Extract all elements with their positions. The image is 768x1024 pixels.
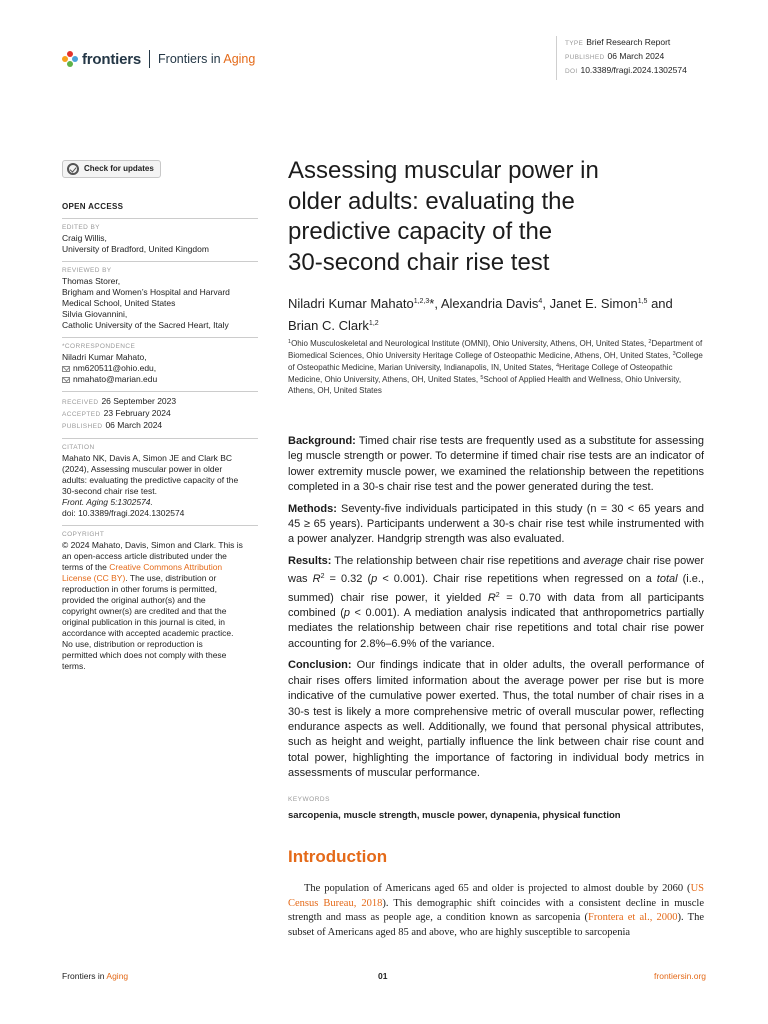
abstract-methods: Methods: Seventy-five individuals participated in this study (n = 30 < 65 years and 45 ≥ 65 years). Participants underwent a 30-s chair rise test while instrumented with a power analyzer. Handgrip strength was also evaluated. — [288, 502, 704, 546]
check-for-updates-button[interactable] — [62, 160, 161, 178]
section-heading-introduction: Introduction — [288, 847, 388, 866]
brand-name: frontiers — [82, 50, 142, 68]
check-updates-icon — [67, 163, 79, 175]
frontiers-logo[interactable] — [62, 48, 255, 70]
email-link[interactable]: nm620511@ohio.edu, — [62, 363, 258, 374]
author[interactable]: Brian C. Clark$^{1,2}$ — [288, 318, 379, 333]
check-updates-label: Check for updates — [84, 164, 154, 174]
cc-license-link[interactable]: License (CC BY) — [62, 573, 126, 583]
correspondence: *CORRESPONDENCE Niladri Kumar Mahato, nm620511@ohio.edu, nmahato@marian.edu — [62, 337, 258, 385]
page-number: 01 — [378, 971, 388, 981]
abstract-background: Background: Timed chair rise tests are frequently used as a substitute for assessing leg muscle strength or power. To determine if timed chair rise tests are an indicator of lower extremity muscle power, we examined the relationship between the repetitions completed in a 30-s chair rise test and the power generated during the test. — [288, 435, 704, 494]
abstract-results: Results: The relationship between chair rise repetitions and average chair rise power was $R^2 = 0.32$ (p < 0.001). Chair rise repetitions when regressed on a total (i.e., summed) chair rise power, it yielded $R^2 = 0.70$ with data from all participants combined (p < 0.001). A mediation analysis indicated that anthropometrics partially mediates the relationship between chair rise repetitions and total chair rise power accounting for 2.8%–6.9% of the variance. — [288, 554, 705, 650]
copyright: COPYRIGHT © 2024 Mahato, Davis, Simon and Clark. This is an open-access article distributed under the terms of the Creative Commons Attribution License (CC BY). The use, distribution or reproduction in other forums is permitted, provided the original author(s) and the copyright owner(s) are credited and that the original publication in this journal is cited, in accordance with accepted academic practice. No use, distribution or reproduction is permitted which does not comply with these terms. — [62, 525, 258, 672]
footer-site-link[interactable]: frontiersin.org — [654, 971, 706, 981]
author[interactable]: Janet E. Simon$^{1,5}$ — [549, 296, 648, 311]
citation-link[interactable]: Frontera et al., 2000 — [588, 912, 678, 924]
article-sidebar — [62, 160, 258, 672]
article-published: PUBLISHED 06 March 2024 — [565, 51, 665, 62]
journal-name: Frontiers in Aging — [158, 52, 256, 66]
page-footer — [62, 971, 706, 985]
abstract — [288, 434, 704, 788]
page-header — [62, 37, 706, 76]
article-meta — [556, 36, 687, 80]
published-date: PUBLISHED 06 March 2024 — [62, 420, 163, 430]
keywords: sarcopenia, muscle strength, muscle power, dynapenia, physical function — [288, 810, 621, 821]
author-list: Niladri Kumar Mahato$^{1,2,3}$*, Alexandria Davis$^4$, Janet E. Simon$^{1,5}$ and Brian C. Clark$^{1,2}$ — [288, 296, 673, 333]
keywords-label: KEYWORDS — [288, 796, 330, 803]
citation-link[interactable]: US Census Bureau, 2018 — [288, 883, 704, 909]
author[interactable]: Niladri Kumar Mahato$^{1,2,3}$* — [288, 296, 435, 311]
article-title: Assessing muscular power in older adults: evaluating the predictive capacity of the 30-second chair rise test — [288, 157, 599, 276]
accepted-date: ACCEPTED 23 February 2024 — [62, 408, 171, 418]
email-link[interactable]: nmahato@marian.edu — [62, 374, 258, 385]
author[interactable]: Alexandria Davis$^4$ — [440, 296, 543, 311]
frontiers-logo-icon — [62, 51, 78, 67]
affiliations: $^1$Ohio Musculoskeletal and Neurological Institute (OMNI), Ohio University, Athens, OH, United States, $^2$Department of Biomedical Sciences, Ohio University Heritage College of Osteopathic Medicine, Athens, OH, United States, $^3$College of Osteopathic Medicine, Marian University, Indianapolis, IN, United States, $^4$Heritage College of Osteopathic Medicine, Ohio University, Athens, OH, United States, $^5$School of Applied Health and Wellness, Ohio University, Athens, OH, United States — [288, 339, 703, 395]
citation: CITATION Mahato NK, Davis A, Simon JE and Clark BC (2024), Assessing muscular power in older adults: evaluating the predictive capacity of the 30-second chair rise test. Front. Aging 5:1302574. doi: 10.3389/fragi.2024.1302574 — [62, 438, 258, 519]
logo-divider — [149, 50, 150, 68]
article-dates — [62, 391, 258, 432]
mail-icon — [62, 377, 70, 383]
received-date: RECEIVED 26 September 2023 — [62, 396, 177, 406]
cc-license-link[interactable]: Creative Commons Attribution — [109, 562, 223, 572]
reviewed-by: REVIEWED BY Thomas Storer, Brigham and Women’s Hospital and Harvard Medical School, United States Silvia Giovannini, Catholic University of the Sacred Heart, Italy — [62, 261, 258, 331]
article-doi[interactable]: DOI 10.3389/fragi.2024.1302574 — [565, 65, 687, 76]
footer-journal: Frontiers in Aging — [62, 971, 129, 981]
edited-by: EDITED BY Craig Willis, University of Bradford, United Kingdom — [62, 218, 258, 255]
introduction-paragraph: The population of Americans aged 65 and older is projected to almost double by 2060 (US Census Bureau, 2018). This demographic shift coincides with a consistent decline in muscle strength and mass as people age, a condition known as sarcopenia (Frontera et al., 2000). The subset of Americans aged 85 and above, who are highly susceptible to sarcopenia — [288, 883, 704, 938]
abstract-conclusion: Conclusion: Our findings indicate that in older adults, the overall performance of chair rises offers limited information about the average power per rise but is more indicative of the cumulative power exerted. Thus, the total number of chair rises in a 30-s test is likely a more comprehensive metric of overall muscular power, reflecting endurance aspects as well. Additionally, we found that personal physical attributes, such as height and weight, partially influence the link between chair rise count and total power, highlighting the importance of factoring in individual body metrics in assessments of muscular performance. — [288, 659, 704, 780]
article-type: TYPE Brief Research Report — [565, 37, 671, 47]
mail-icon — [62, 366, 70, 372]
open-access-label: OPEN ACCESS — [62, 201, 124, 211]
